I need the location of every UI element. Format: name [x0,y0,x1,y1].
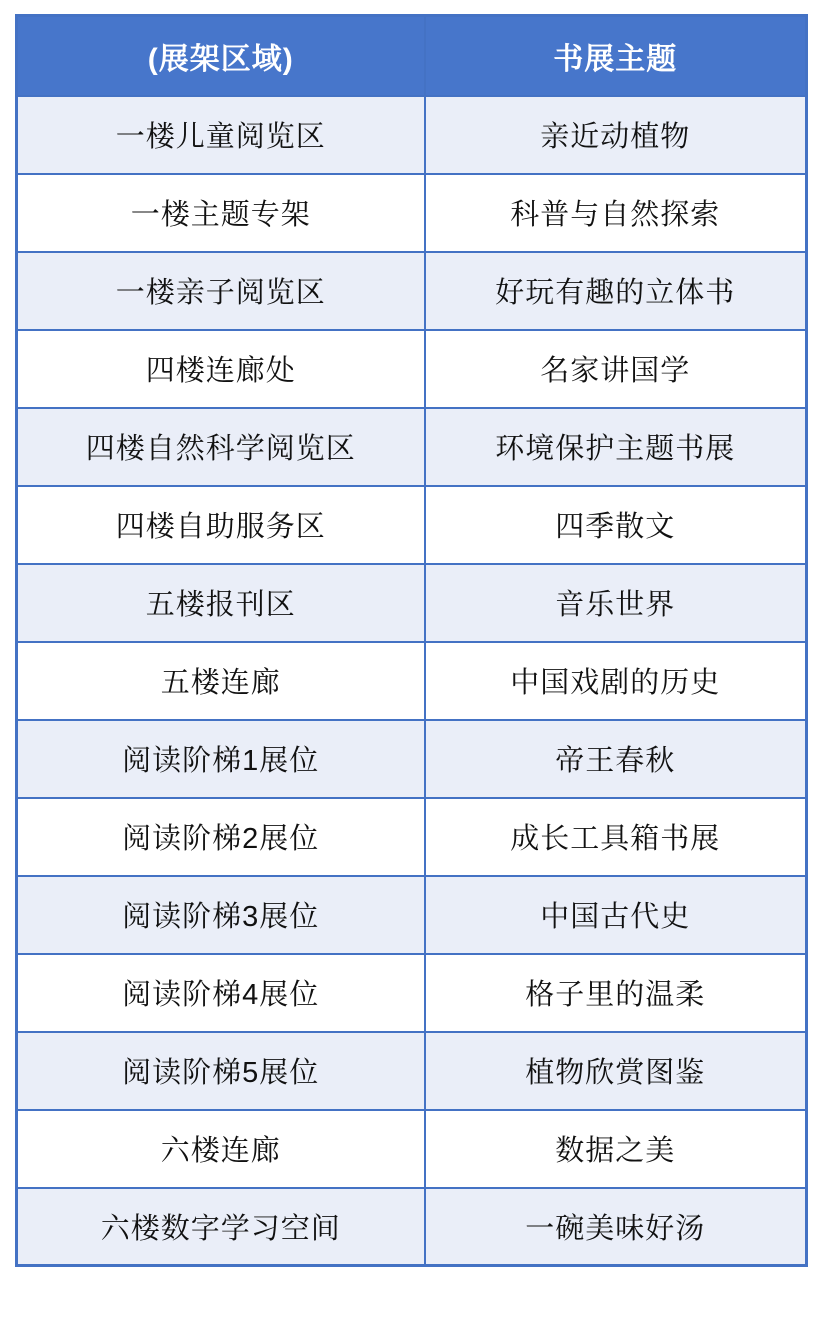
cell-area: 六楼数字学习空间 [17,1188,425,1266]
cell-area: 一楼儿童阅览区 [17,96,425,174]
table-row [17,954,807,1032]
cell-area: 四楼连廊处 [17,330,425,408]
cell-area: 一楼亲子阅览区 [17,252,425,330]
table-row [17,642,807,720]
column-header-theme: 书展主题 [425,16,807,96]
table-body [17,96,807,1266]
table-row [17,876,807,954]
cell-theme: 亲近动植物 [425,96,807,174]
table-row [17,486,807,564]
table-row [17,96,807,174]
table-row [17,564,807,642]
cell-theme: 植物欣赏图鉴 [425,1032,807,1110]
table-row [17,174,807,252]
table-row [17,1032,807,1110]
cell-theme: 好玩有趣的立体书 [425,252,807,330]
header-row [17,16,807,96]
table-row [17,1110,807,1188]
cell-theme: 名家讲国学 [425,330,807,408]
cell-area: 阅读阶梯2展位 [17,798,425,876]
cell-area: 五楼报刊区 [17,564,425,642]
table-row [17,798,807,876]
cell-theme: 音乐世界 [425,564,807,642]
cell-theme: 格子里的温柔 [425,954,807,1032]
table-row [17,720,807,798]
cell-area: 五楼连廊 [17,642,425,720]
exhibition-zone-table [15,14,808,1267]
cell-theme: 一碗美味好汤 [425,1188,807,1266]
cell-theme: 成长工具箱书展 [425,798,807,876]
cell-theme: 科普与自然探索 [425,174,807,252]
cell-area: 四楼自助服务区 [17,486,425,564]
cell-theme: 帝王春秋 [425,720,807,798]
cell-area: 六楼连廊 [17,1110,425,1188]
table-row [17,1188,807,1266]
table-row [17,252,807,330]
cell-theme: 环境保护主题书展 [425,408,807,486]
table-row [17,408,807,486]
cell-area: 一楼主题专架 [17,174,425,252]
cell-theme: 中国戏剧的历史 [425,642,807,720]
cell-area: 阅读阶梯4展位 [17,954,425,1032]
table-row [17,330,807,408]
cell-theme: 四季散文 [425,486,807,564]
cell-area: 阅读阶梯1展位 [17,720,425,798]
cell-area: 阅读阶梯5展位 [17,1032,425,1110]
cell-area: 阅读阶梯3展位 [17,876,425,954]
cell-area: 四楼自然科学阅览区 [17,408,425,486]
table-header [17,16,807,96]
cell-theme: 中国古代史 [425,876,807,954]
cell-theme: 数据之美 [425,1110,807,1188]
column-header-area: (展架区域) [17,16,425,96]
